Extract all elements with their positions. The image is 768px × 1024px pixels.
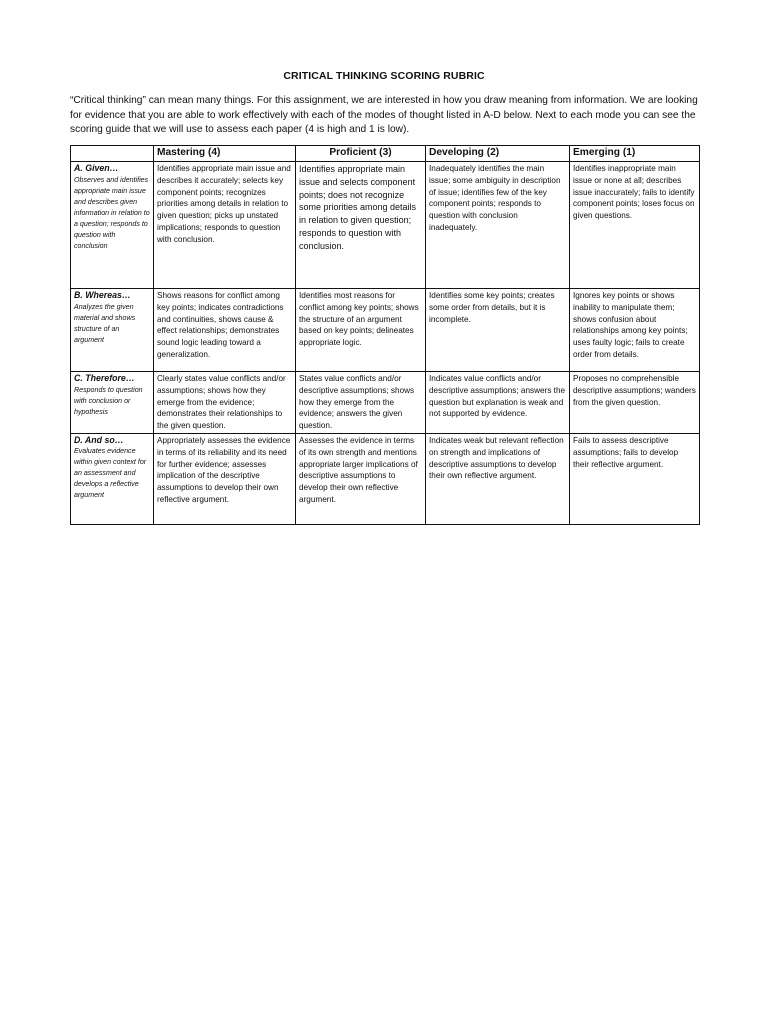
header-row bbox=[71, 146, 700, 162]
mode-cell-whereas bbox=[71, 289, 154, 372]
document-title: CRITICAL THINKING SCORING RUBRIC bbox=[283, 70, 485, 82]
column-header-proficient: Proficient (3) bbox=[296, 146, 426, 162]
rubric-cell: Identifies most reasons for conflict among key points; shows the structure of an argument based on key points; delineates appropriate logic. bbox=[296, 289, 426, 372]
mode-cell-therefore bbox=[71, 372, 154, 434]
table-row bbox=[71, 289, 700, 372]
rubric-cell: States value conflicts and/or descriptive assumptions; shows how they emerge from the evidence; answers the given question. bbox=[296, 372, 426, 434]
rubric-cell: Assesses the evidence in terms of its own strength and mentions appropriate larger implications of descriptive assumptions to develop their own reflective argument. bbox=[296, 433, 426, 524]
mode-description: Analyzes the given material and shows structure of an argument bbox=[74, 302, 136, 344]
corner-cell bbox=[71, 146, 154, 162]
table-row bbox=[71, 433, 700, 524]
rubric-cell: Identifies some key points; creates some order from details, but it is incomplete. bbox=[426, 289, 570, 372]
rubric-cell: Indicates value conflicts and/or descriptive assumptions; answers the question but explanation is weak and not supported by evidence. bbox=[426, 372, 570, 434]
intro-paragraph: “Critical thinking” can mean many things. For this assignment, we are interested in how you draw meaning from information. We are looking for evidence that you are able to work effectively with each of the modes of thought listed in A-D below. Next to each mode you can see the scoring guide that we will use to assess each paper (4 is high and 1 is low). bbox=[70, 95, 698, 135]
mode-title: B. Whereas… bbox=[74, 290, 131, 300]
rubric-table bbox=[70, 145, 700, 525]
mode-title: C. Therefore… bbox=[74, 373, 135, 383]
table-row bbox=[71, 372, 700, 434]
rubric-cell: Inadequately identifies the main issue; some ambiguity in description of issue; identifies few of the key component points; responds to question with conclusion inadequately. bbox=[426, 162, 570, 289]
mode-description: Responds to question with conclusion or hypothesis bbox=[74, 385, 143, 416]
rubric-cell: Clearly states value conflicts and/or assumptions; shows how they emerge from the evidence; demonstrates their relationships to the given question. bbox=[154, 372, 296, 434]
mode-cell-given bbox=[71, 162, 154, 289]
rubric-cell: Identifies appropriate main issue and describes it accurately; selects key component points; recognizes priorities among details in relation to given question; picks up unstated implications; responds to question with conclusion. bbox=[154, 162, 296, 289]
rubric-cell: Identifies inappropriate main issue or none at all; describes issue inaccurately; fails to identify component points; loses focus on given questions. bbox=[570, 162, 700, 289]
mode-title: D. And so… bbox=[74, 434, 124, 445]
rubric-cell: Identifies appropriate main issue and selects component points; does not recognize some priorities among details in relation to given question; responds to question with conclusion. bbox=[296, 162, 426, 289]
rubric-cell: Fails to assess descriptive assumptions; fails to develop their reflective argument. bbox=[570, 433, 700, 524]
rubric-cell: Indicates weak but relevant reflection on strength and implications of descriptive assumptions to develop their own reflective argument. bbox=[426, 433, 570, 524]
mode-cell-and-so bbox=[71, 433, 154, 524]
rubric-cell: Ignores key points or shows inability to manipulate them; shows confusion about relationships among key points; uses faulty logic; fails to create order from details. bbox=[570, 289, 700, 372]
rubric-cell: Appropriately assesses the evidence in terms of its reliability and its need for further evidence; assesses implication of the descriptive assumptions to develop their own reflective argument. bbox=[154, 433, 296, 524]
rubric-cell: Shows reasons for conflict among key points; indicates contradictions and continuities, shows cause & effect relationships; demonstrates sound logic leading toward a generalization. bbox=[154, 289, 296, 372]
mode-title: A. Given… bbox=[74, 163, 119, 173]
column-header-mastering: Mastering (4) bbox=[154, 146, 296, 162]
column-header-emerging: Emerging (1) bbox=[570, 146, 700, 162]
table-row bbox=[71, 162, 700, 289]
mode-description: Observes and identifies appropriate main issue and describes given information in relation to a question; responds to question with conclusion bbox=[74, 175, 150, 250]
rubric-cell: Proposes no comprehensible descriptive assumptions; wanders from the given question. bbox=[570, 372, 700, 434]
mode-description: Evaluates evidence within given context for an assessment and develops a reflective argument bbox=[74, 447, 147, 500]
column-header-developing: Developing (2) bbox=[426, 146, 570, 162]
